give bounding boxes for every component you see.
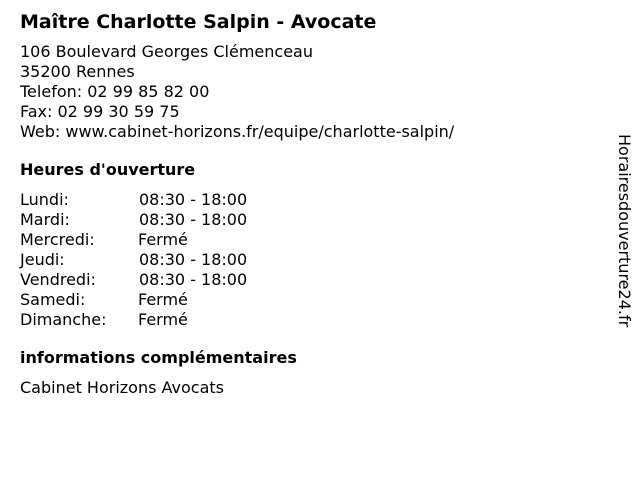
hours-row-sunday (20, 310, 600, 330)
hours-row-saturday (20, 290, 600, 310)
hours-row-wednesday (20, 230, 600, 250)
additional-info-heading: informations complémentaires (20, 348, 297, 367)
opening-hours-heading: Heures d'ouverture (20, 160, 196, 179)
day-label: Dimanche: (20, 310, 107, 329)
address-street: 106 Boulevard Georges Clémenceau (20, 42, 313, 61)
business-card (20, 10, 600, 398)
address-city: 35200 Rennes (20, 62, 135, 81)
day-label: Mardi: (20, 210, 70, 229)
day-label: Samedi: (20, 290, 86, 309)
web-line: Web: www.cabinet-horizons.fr/equipe/charlotte-salpin/ (20, 122, 455, 141)
day-label: Lundi: (20, 190, 69, 209)
day-label: Mercredi: (20, 230, 95, 249)
hours-value: Fermé (138, 310, 188, 329)
opening-hours-list (20, 190, 600, 330)
hours-row-thursday (20, 250, 600, 270)
hours-value: 08:30 - 18:00 (139, 250, 248, 269)
hours-value: Fermé (138, 230, 188, 249)
day-label: Jeudi: (20, 250, 65, 269)
watermark-text: Horairesdouverture24.fr (615, 134, 634, 328)
fax-line: Fax: 02 99 30 59 75 (20, 102, 180, 121)
hours-row-friday (20, 270, 600, 290)
business-title: Maître Charlotte Salpin - Avocate (20, 11, 377, 33)
phone-line: Telefon: 02 99 85 82 00 (20, 82, 210, 101)
hours-row-monday (20, 190, 600, 210)
hours-value: Fermé (138, 290, 188, 309)
hours-value: 08:30 - 18:00 (139, 210, 248, 229)
hours-value: 08:30 - 18:00 (139, 190, 248, 209)
hours-row-tuesday (20, 210, 600, 230)
additional-info-text: Cabinet Horizons Avocats (20, 378, 224, 397)
day-label: Vendredi: (20, 270, 96, 289)
hours-value: 08:30 - 18:00 (139, 270, 248, 289)
